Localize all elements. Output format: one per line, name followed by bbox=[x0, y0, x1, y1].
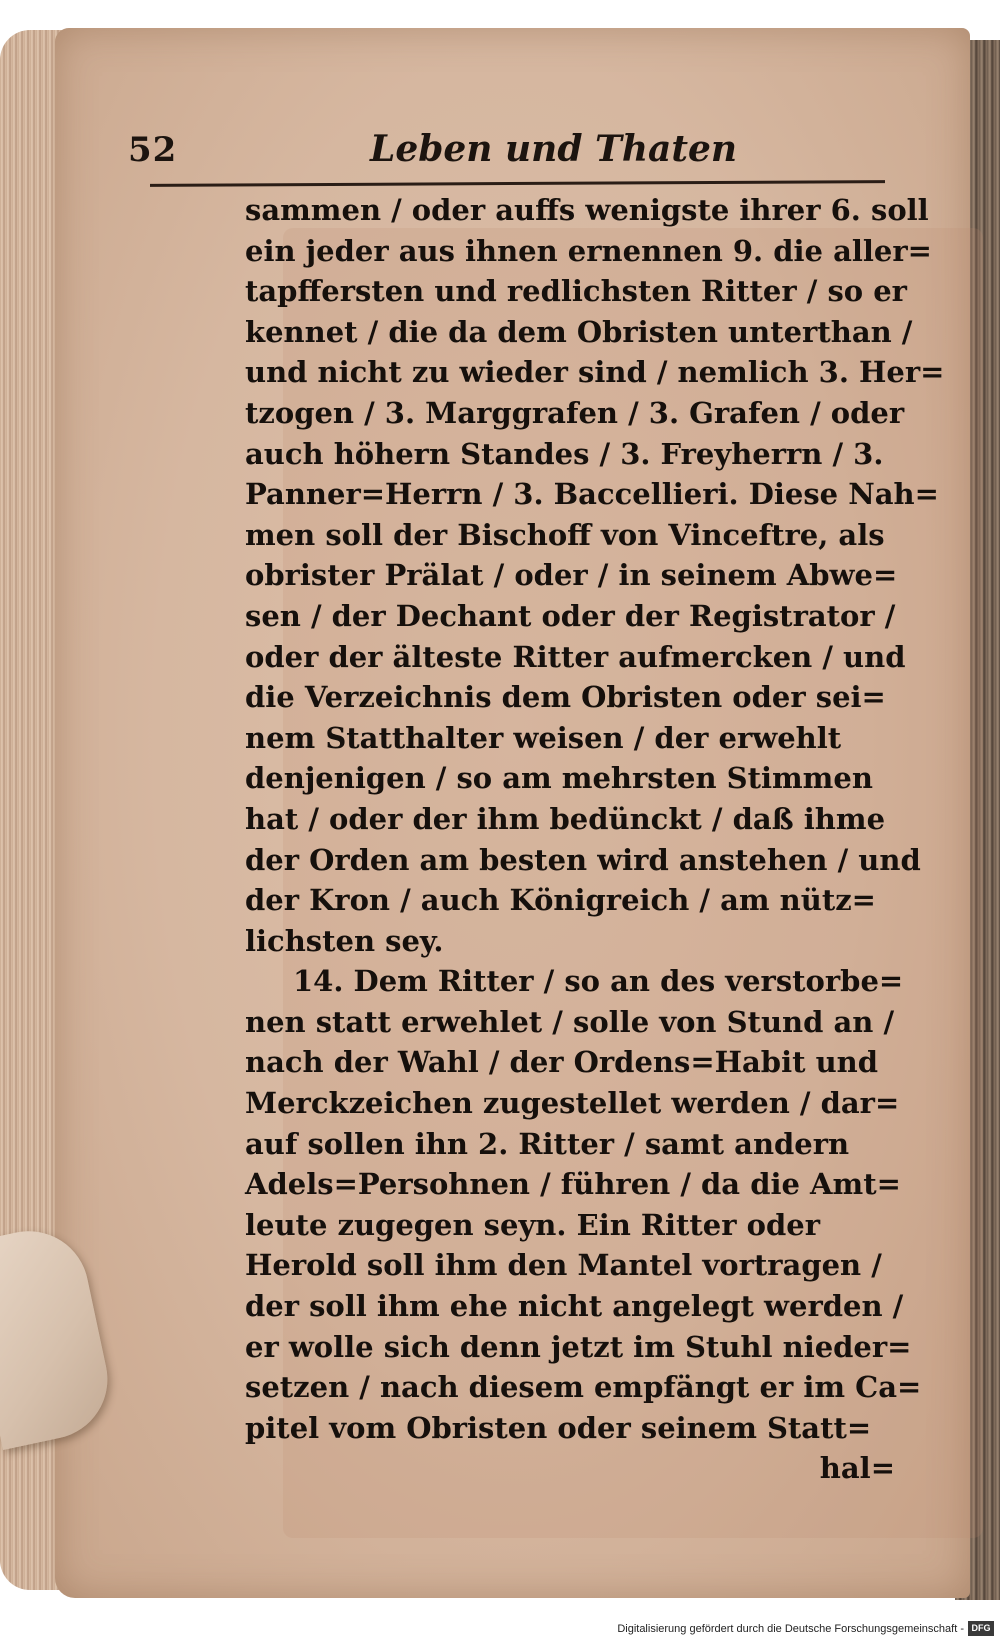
text-line: auf sollen ihn 2. Ritter / samt andern bbox=[245, 1126, 850, 1161]
text-line: denjenigen / so am mehrsten Stimmen bbox=[245, 761, 873, 796]
text-line: tapffersten und redlichsten Ritter / so er bbox=[245, 274, 907, 309]
text-line: men soll der Bischoff von Vinceftre, als bbox=[245, 517, 885, 552]
text-line: Adels=Persohnen / führen / da die Amt= bbox=[245, 1167, 901, 1202]
text-line: der Orden am besten wird anstehen / und bbox=[245, 842, 921, 877]
digitization-footer bbox=[0, 1615, 1000, 1644]
text-line: nen statt erwehlet / solle von Stund an / bbox=[245, 1004, 895, 1039]
text-line: und nicht zu wieder sind / nemlich 3. Her= bbox=[245, 355, 945, 390]
text-line: der soll ihm ehe nicht angelegt werden / bbox=[245, 1289, 904, 1324]
text-line: nach der Wahl / der Ordens=Habit und bbox=[245, 1045, 879, 1080]
text-line: Herold soll ihm den Mantel vortragen / bbox=[245, 1248, 882, 1283]
text-line: die Verzeichnis dem Obristen oder sei= bbox=[245, 680, 886, 715]
text-line: der Kron / auch Königreich / am nütz= bbox=[245, 883, 876, 918]
page-number: 52 bbox=[128, 130, 178, 170]
text-line: oder der älteste Ritter aufmercken / und bbox=[245, 639, 906, 674]
text-line: kennet / die da dem Obristen unterthan / bbox=[245, 314, 913, 349]
paragraph-start-line: 14. Dem Ritter / so an des verstorbe= bbox=[293, 964, 904, 999]
text-line: pitel vom Obristen oder seinem Statt= bbox=[245, 1410, 872, 1445]
text-line: ein jeder aus ihnen ernennen 9. die aller= bbox=[245, 233, 932, 268]
text-line: Merckzeichen zugestellet werden / dar= bbox=[245, 1086, 900, 1121]
text-line: sen / der Dechant oder der Registrator / bbox=[245, 598, 896, 633]
funding-credit: Digitalisierung gefördert durch die Deutsche Forschungsgemeinschaft - bbox=[617, 1623, 964, 1635]
text-line: hat / oder der ihm bedünckt / daß ihme bbox=[245, 801, 886, 836]
text-line: tzogen / 3. Marggrafen / 3. Grafen / oder bbox=[245, 395, 905, 430]
text-line: nem Statthalter weisen / der erwehlt bbox=[245, 720, 842, 755]
catchword: hal= bbox=[819, 1451, 895, 1486]
text-line: er wolle sich denn jetzt im Stuhl nieder= bbox=[245, 1329, 912, 1364]
running-head-title: Leben und Thaten bbox=[370, 128, 738, 170]
body-text bbox=[245, 190, 945, 1489]
text-line: obrister Prälat / oder / in seinem Abwe= bbox=[245, 558, 898, 593]
text-line: setzen / nach diesem empfängt er im Ca= bbox=[245, 1370, 922, 1405]
text-line: lichsten sey. bbox=[245, 923, 444, 958]
text-line: leute zugegen seyn. Ein Ritter oder bbox=[245, 1207, 820, 1242]
text-line: auch höhern Standes / 3. Freyherrn / 3. bbox=[245, 436, 884, 471]
dfg-logo: DFG bbox=[968, 1621, 994, 1636]
text-line: sammen / oder auffs wenigste ihrer 6. soll bbox=[245, 193, 929, 227]
text-line: Panner=Herrn / 3. Baccellieri. Diese Nah= bbox=[245, 477, 939, 512]
